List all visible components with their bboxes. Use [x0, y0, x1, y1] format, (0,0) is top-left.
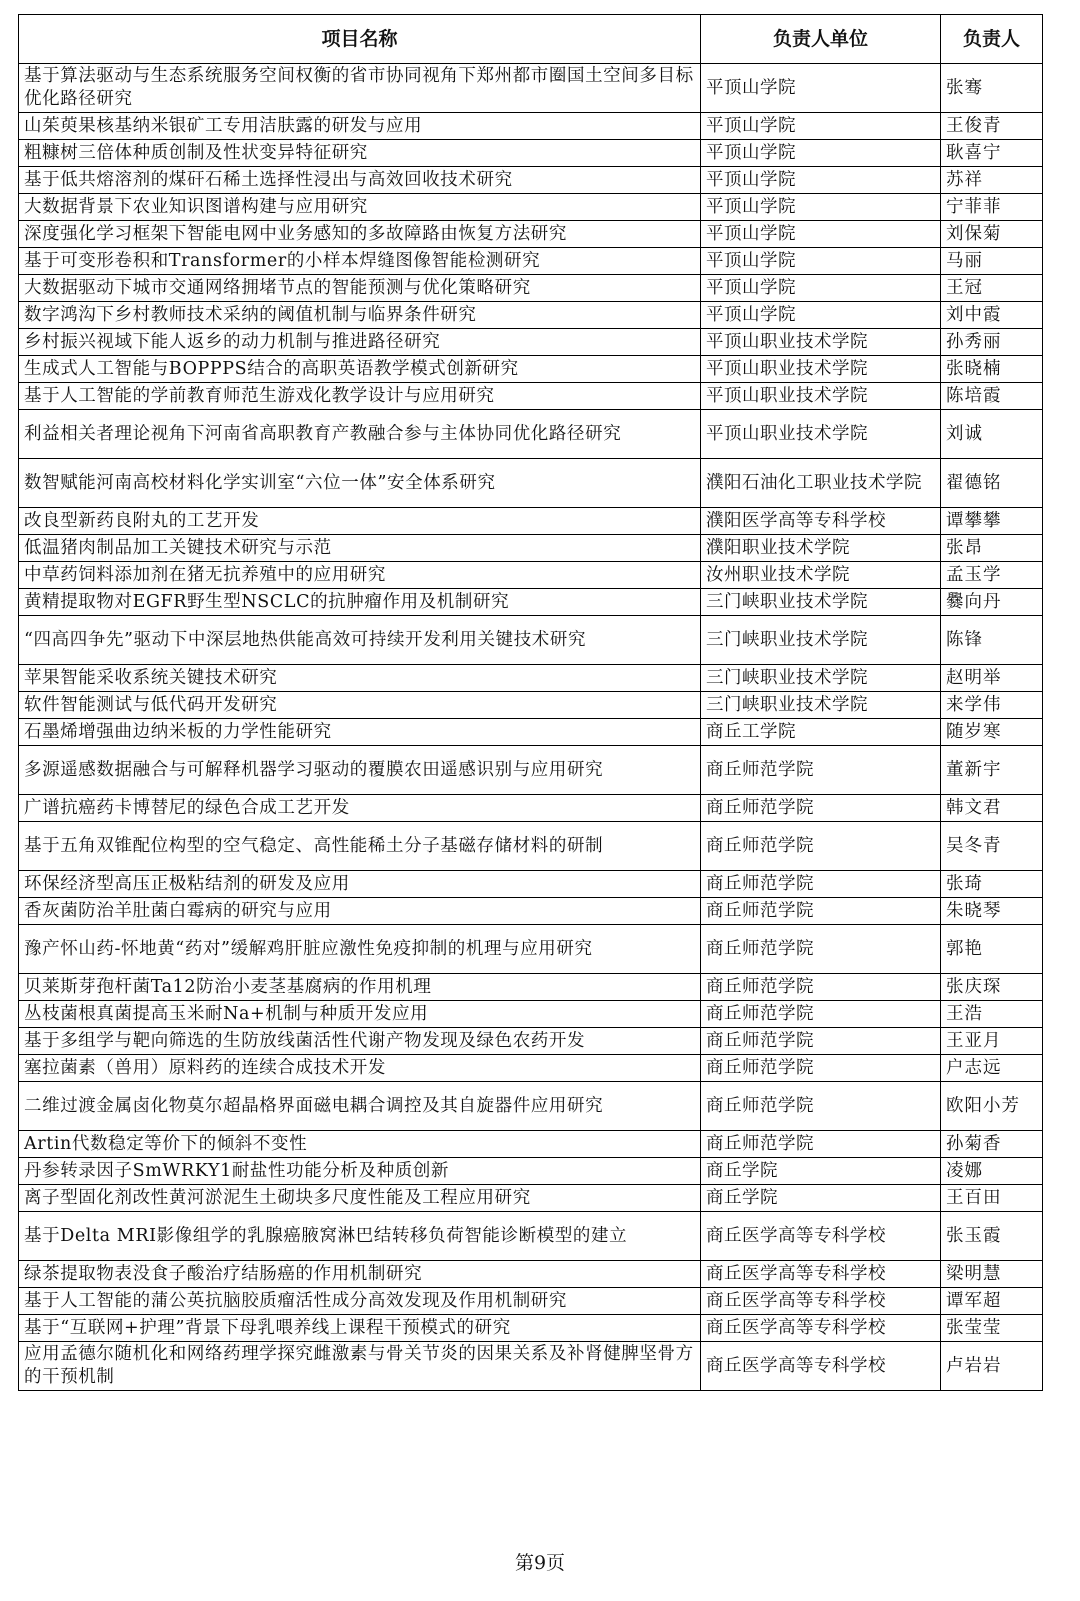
cell-project-name: 香灰菌防治羊肚菌白霉病的研究与应用	[19, 898, 701, 925]
cell-project-name: 利益相关者理论视角下河南省高职教育产教融合参与主体协同优化路径研究	[19, 410, 701, 459]
cell-project-name: Artin代数稳定等价下的倾斜不变性	[19, 1131, 701, 1158]
table-row	[19, 167, 1043, 194]
cell-unit: 平顶山学院	[701, 221, 941, 248]
cell-person: 吴冬青	[941, 822, 1043, 871]
cell-project-name: 软件智能测试与低代码开发研究	[19, 692, 701, 719]
cell-person: 翟德铭	[941, 459, 1043, 508]
table-row	[19, 898, 1043, 925]
cell-unit: 平顶山学院	[701, 167, 941, 194]
cell-person: 陈锋	[941, 616, 1043, 665]
cell-person: 凌娜	[941, 1158, 1043, 1185]
cell-person: 张昂	[941, 535, 1043, 562]
cell-person: 张晓楠	[941, 356, 1043, 383]
cell-person: 郭艳	[941, 925, 1043, 974]
cell-project-name: 数智赋能河南高校材料化学实训室“六位一体”安全体系研究	[19, 459, 701, 508]
cell-person: 王俊青	[941, 113, 1043, 140]
cell-project-name: 二维过渡金属卤化物莫尔超晶格界面磁电耦合调控及其自旋器件应用研究	[19, 1082, 701, 1131]
cell-project-name: 豫产怀山药-怀地黄“药对”缓解鸡肝脏应激性免疫抑制的机理与应用研究	[19, 925, 701, 974]
cell-unit: 商丘学院	[701, 1158, 941, 1185]
table-row	[19, 194, 1043, 221]
cell-person: 孙菊香	[941, 1131, 1043, 1158]
cell-project-name: 丹参转录因子SmWRKY1耐盐性功能分析及种质创新	[19, 1158, 701, 1185]
table-row	[19, 64, 1043, 113]
cell-project-name: 环保经济型高压正极粘结剂的研发及应用	[19, 871, 701, 898]
cell-unit: 濮阳职业技术学院	[701, 535, 941, 562]
cell-unit: 三门峡职业技术学院	[701, 589, 941, 616]
page-number: 第9页	[514, 1552, 566, 1574]
cell-unit: 三门峡职业技术学院	[701, 692, 941, 719]
cell-project-name: 多源遥感数据融合与可解释机器学习驱动的覆膜农田遥感识别与应用研究	[19, 746, 701, 795]
cell-unit: 商丘医学高等专科学校	[701, 1261, 941, 1288]
cell-person: 张莹莹	[941, 1315, 1043, 1342]
cell-project-name: 石墨烯增强曲边纳米板的力学性能研究	[19, 719, 701, 746]
cell-project-name: 粗糠树三倍体种质创制及性状变异特征研究	[19, 140, 701, 167]
cell-project-name: 绿茶提取物表没食子酸治疗结肠癌的作用机制研究	[19, 1261, 701, 1288]
cell-unit: 商丘师范学院	[701, 1131, 941, 1158]
cell-project-name: 基于“互联网+护理”背景下母乳喂养线上课程干预模式的研究	[19, 1315, 701, 1342]
cell-person: 王百田	[941, 1185, 1043, 1212]
cell-project-name: 基于可变形卷积和Transformer的小样本焊缝图像智能检测研究	[19, 248, 701, 275]
cell-unit: 商丘师范学院	[701, 1055, 941, 1082]
cell-person: 孙秀丽	[941, 329, 1043, 356]
cell-unit: 平顶山学院	[701, 194, 941, 221]
table-row	[19, 459, 1043, 508]
cell-person: 苏祥	[941, 167, 1043, 194]
table-row	[19, 221, 1043, 248]
cell-unit: 商丘师范学院	[701, 1028, 941, 1055]
table-row	[19, 508, 1043, 535]
table-row	[19, 589, 1043, 616]
table-row	[19, 1261, 1043, 1288]
cell-unit: 平顶山职业技术学院	[701, 356, 941, 383]
table-body	[19, 64, 1043, 1391]
cell-unit: 平顶山学院	[701, 113, 941, 140]
cell-unit: 商丘师范学院	[701, 746, 941, 795]
cell-project-name: 广谱抗癌药卡博替尼的绿色合成工艺开发	[19, 795, 701, 822]
cell-unit: 平顶山学院	[701, 302, 941, 329]
cell-project-name: 基于人工智能的学前教育师范生游戏化教学设计与应用研究	[19, 383, 701, 410]
table-row	[19, 1342, 1043, 1391]
cell-person: 王浩	[941, 1001, 1043, 1028]
cell-unit: 平顶山学院	[701, 140, 941, 167]
cell-person: 王冠	[941, 275, 1043, 302]
table-row	[19, 1212, 1043, 1261]
cell-project-name: 生成式人工智能与BOPPPS结合的高职英语教学模式创新研究	[19, 356, 701, 383]
cell-person: 刘保菊	[941, 221, 1043, 248]
cell-unit: 商丘医学高等专科学校	[701, 1342, 941, 1391]
cell-unit: 商丘师范学院	[701, 795, 941, 822]
cell-unit: 商丘医学高等专科学校	[701, 1315, 941, 1342]
cell-person: 董新宇	[941, 746, 1043, 795]
table-row	[19, 692, 1043, 719]
cell-project-name: 山茱萸果核基纳米银矿工专用洁肤露的研发与应用	[19, 113, 701, 140]
cell-person: 张骞	[941, 64, 1043, 113]
table-row	[19, 1185, 1043, 1212]
cell-unit: 平顶山学院	[701, 64, 941, 113]
table-row	[19, 1001, 1043, 1028]
table-row	[19, 383, 1043, 410]
table-header-row	[19, 15, 1043, 64]
table-row	[19, 535, 1043, 562]
cell-unit: 平顶山学院	[701, 248, 941, 275]
cell-unit: 商丘师范学院	[701, 898, 941, 925]
cell-person: 孟玉学	[941, 562, 1043, 589]
cell-project-name: 基于五角双锥配位构型的空气稳定、高性能稀土分子基磁存储材料的研制	[19, 822, 701, 871]
cell-person: 爨向丹	[941, 589, 1043, 616]
cell-unit: 商丘师范学院	[701, 1001, 941, 1028]
cell-person: 张庆琛	[941, 974, 1043, 1001]
cell-person: 王亚月	[941, 1028, 1043, 1055]
cell-project-name: 苹果智能采收系统关键技术研究	[19, 665, 701, 692]
cell-person: 耿喜宁	[941, 140, 1043, 167]
table-row	[19, 795, 1043, 822]
cell-unit: 商丘师范学院	[701, 974, 941, 1001]
cell-person: 欧阳小芳	[941, 1082, 1043, 1131]
table-row	[19, 1131, 1043, 1158]
header-person: 负责人	[941, 15, 1043, 64]
table-row	[19, 1055, 1043, 1082]
cell-person: 随岁寒	[941, 719, 1043, 746]
cell-unit: 三门峡职业技术学院	[701, 616, 941, 665]
table-row	[19, 329, 1043, 356]
cell-unit: 平顶山职业技术学院	[701, 329, 941, 356]
cell-unit: 平顶山学院	[701, 275, 941, 302]
cell-person: 韩文君	[941, 795, 1043, 822]
cell-person: 来学伟	[941, 692, 1043, 719]
header-unit: 负责人单位	[701, 15, 941, 64]
project-table-container	[18, 14, 1042, 1391]
table-row	[19, 248, 1043, 275]
cell-unit: 商丘师范学院	[701, 871, 941, 898]
table-row	[19, 410, 1043, 459]
cell-project-name: 基于算法驱动与生态系统服务空间权衡的省市协同视角下郑州都市圈国土空间多目标优化路径研究	[19, 64, 701, 113]
cell-project-name: 基于低共熔溶剂的煤矸石稀土选择性浸出与高效回收技术研究	[19, 167, 701, 194]
cell-project-name: 丛枝菌根真菌提高玉米耐Na+机制与种质开发应用	[19, 1001, 701, 1028]
cell-project-name: 贝莱斯芽孢杆菌Ta12防治小麦茎基腐病的作用机理	[19, 974, 701, 1001]
cell-person: 刘诚	[941, 410, 1043, 459]
cell-project-name: 基于多组学与靶向筛选的生防放线菌活性代谢产物发现及绿色农药开发	[19, 1028, 701, 1055]
table-row	[19, 665, 1043, 692]
cell-unit: 商丘师范学院	[701, 925, 941, 974]
table-row	[19, 302, 1043, 329]
table-row	[19, 974, 1043, 1001]
cell-person: 刘中霞	[941, 302, 1043, 329]
cell-person: 梁明慧	[941, 1261, 1043, 1288]
cell-project-name: 塞拉菌素（兽用）原料药的连续合成技术开发	[19, 1055, 701, 1082]
cell-project-name: 低温猪肉制品加工关键技术研究与示范	[19, 535, 701, 562]
table-row	[19, 140, 1043, 167]
cell-project-name: 大数据驱动下城市交通网络拥堵节点的智能预测与优化策略研究	[19, 275, 701, 302]
cell-unit: 商丘学院	[701, 1185, 941, 1212]
cell-unit: 商丘工学院	[701, 719, 941, 746]
cell-person: 张琦	[941, 871, 1043, 898]
cell-project-name: 数字鸿沟下乡村教师技术采纳的阈值机制与临界条件研究	[19, 302, 701, 329]
table-row	[19, 822, 1043, 871]
table-row	[19, 275, 1043, 302]
cell-unit: 商丘师范学院	[701, 822, 941, 871]
cell-unit: 平顶山职业技术学院	[701, 383, 941, 410]
cell-person: 谭军超	[941, 1288, 1043, 1315]
cell-unit: 商丘医学高等专科学校	[701, 1288, 941, 1315]
table-row	[19, 113, 1043, 140]
table-row	[19, 1158, 1043, 1185]
cell-person: 宁菲菲	[941, 194, 1043, 221]
cell-person: 朱晓琴	[941, 898, 1043, 925]
cell-project-name: 基于Delta MRI影像组学的乳腺癌腋窝淋巴结转移负荷智能诊断模型的建立	[19, 1212, 701, 1261]
cell-project-name: 中草药饲料添加剂在猪无抗养殖中的应用研究	[19, 562, 701, 589]
table-row	[19, 746, 1043, 795]
table-row	[19, 1082, 1043, 1131]
cell-project-name: 黄精提取物对EGFR野生型NSCLC的抗肿瘤作用及机制研究	[19, 589, 701, 616]
cell-unit: 濮阳医学高等专科学校	[701, 508, 941, 535]
cell-person: 卢岩岩	[941, 1342, 1043, 1391]
cell-person: 赵明举	[941, 665, 1043, 692]
cell-unit: 商丘医学高等专科学校	[701, 1212, 941, 1261]
table-row	[19, 356, 1043, 383]
cell-project-name: 改良型新药良附丸的工艺开发	[19, 508, 701, 535]
cell-unit: 三门峡职业技术学院	[701, 665, 941, 692]
cell-project-name: 乡村振兴视域下能人返乡的动力机制与推进路径研究	[19, 329, 701, 356]
cell-project-name: 离子型固化剂改性黄河淤泥生土砌块多尺度性能及工程应用研究	[19, 1185, 701, 1212]
cell-project-name: 基于人工智能的蒲公英抗脑胶质瘤活性成分高效发现及作用机制研究	[19, 1288, 701, 1315]
table-row	[19, 1315, 1043, 1342]
table-row	[19, 871, 1043, 898]
table-row	[19, 1028, 1043, 1055]
cell-project-name: 深度强化学习框架下智能电网中业务感知的多故障路由恢复方法研究	[19, 221, 701, 248]
project-table	[18, 14, 1043, 1391]
cell-project-name: 大数据背景下农业知识图谱构建与应用研究	[19, 194, 701, 221]
cell-unit: 商丘师范学院	[701, 1082, 941, 1131]
cell-person: 谭攀攀	[941, 508, 1043, 535]
cell-unit: 汝州职业技术学院	[701, 562, 941, 589]
cell-person: 马丽	[941, 248, 1043, 275]
table-row	[19, 719, 1043, 746]
cell-person: 户志远	[941, 1055, 1043, 1082]
table-row	[19, 1288, 1043, 1315]
header-project-name: 项目名称	[19, 15, 701, 64]
cell-unit: 平顶山职业技术学院	[701, 410, 941, 459]
table-row	[19, 616, 1043, 665]
table-row	[19, 925, 1043, 974]
cell-project-name: 应用孟德尔随机化和网络药理学探究雌激素与骨关节炎的因果关系及补肾健脾坚骨方的干预机制	[19, 1342, 701, 1391]
cell-project-name: “四高四争先”驱动下中深层地热供能高效可持续开发利用关键技术研究	[19, 616, 701, 665]
cell-unit: 濮阳石油化工职业技术学院	[701, 459, 941, 508]
table-row	[19, 562, 1043, 589]
cell-person: 陈培霞	[941, 383, 1043, 410]
cell-person: 张玉霞	[941, 1212, 1043, 1261]
